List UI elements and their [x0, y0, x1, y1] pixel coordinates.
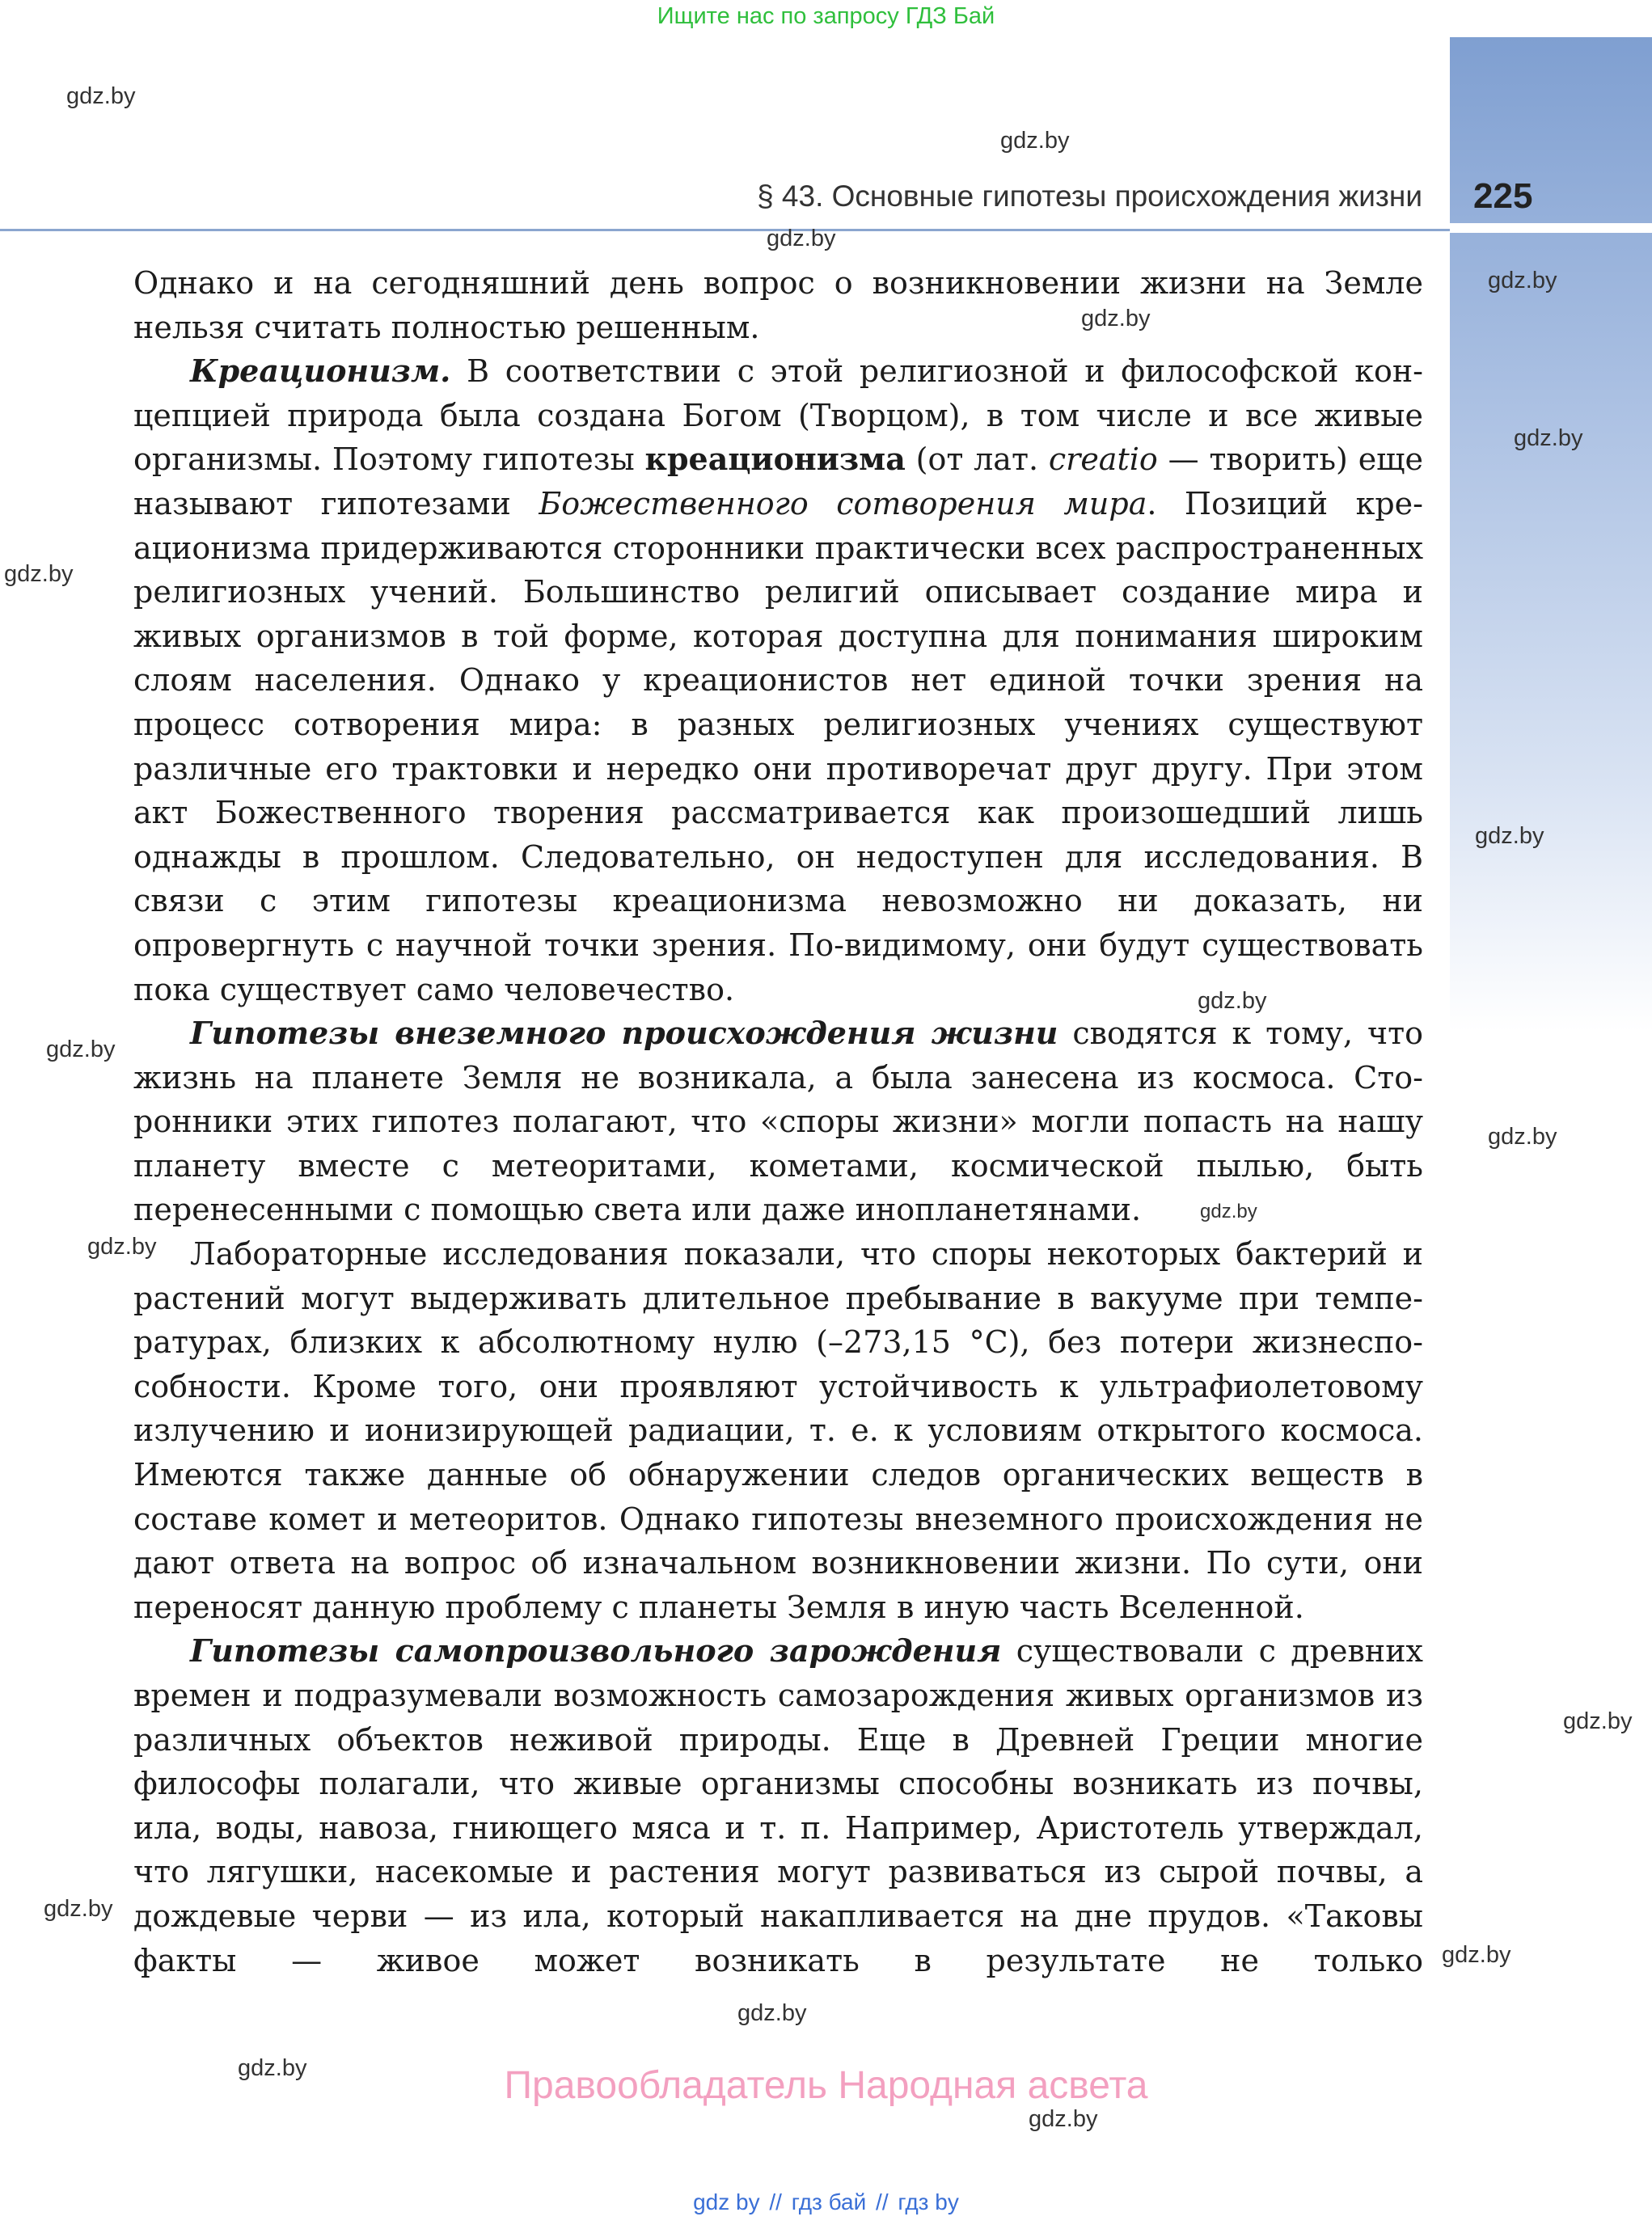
paragraph-1: Однако и на сегодняшний день вопрос о возникновении жизни на Земле нельзя считать полностью решенным. — [133, 265, 1423, 345]
watermark: gdz.by — [1475, 823, 1544, 849]
term-spontaneous-generation: Гипотезы самопроизвольного зарождения — [190, 1632, 1002, 1670]
watermark: gdz.by — [1563, 1708, 1633, 1734]
paragraph-spontaneous-generation: Гипотезы самопроизвольного зарождения существовали с древних времен и подразумевали возможность самозарождения живых организмов из различных объектов неживой природы. Еще в Древней Греции многие философы полагали, что живые организмы способны возникать из почвы, ила, воды, навоза, гниющего мяса и т. п. Например, Аристотель утверждал, что лягушки, насекомые и растения могут развиваться из сырой почвы, а дождевые черви — из ила, который накапливается на дне прудов. «Таковы факты — живое может возникать в результате не только — [133, 1632, 1423, 1978]
watermark: gdz.by — [46, 1037, 116, 1062]
watermark: gdz.by — [1514, 425, 1583, 451]
watermark: gdz.by — [4, 561, 74, 587]
watermark: gdz.by — [87, 1234, 157, 1260]
watermark: gdz.by — [1488, 1124, 1557, 1150]
watermark: gdz.by — [1488, 268, 1557, 293]
footer-separator: // — [769, 2189, 782, 2214]
watermark: gdz.by — [1200, 1201, 1257, 1222]
term-creationism: Креационизм. — [190, 353, 451, 390]
watermark: gdz.by — [44, 1896, 113, 1922]
italic-phrase: Божественного сотворения мира — [539, 485, 1147, 521]
watermark: gdz.by — [1000, 128, 1070, 154]
watermark: gdz.by — [737, 2000, 807, 2026]
footer-link-gdz-by[interactable]: gdz by — [693, 2189, 760, 2214]
footer-link-gdz-by-ru[interactable]: гдз by — [898, 2189, 959, 2214]
footer-separator: // — [876, 2189, 889, 2214]
watermark: gdz.by — [1442, 1942, 1511, 1968]
watermark: gdz.by — [767, 226, 836, 251]
running-head: § 43. Основные гипотезы происхождения жизни — [757, 179, 1422, 213]
top-banner: Ищите нас по запросу ГДЗ Бай — [657, 3, 995, 29]
main-text — [133, 261, 1423, 1982]
watermark: gdz.by — [1029, 2106, 1098, 2132]
page-number: 225 — [1473, 176, 1533, 216]
footer-link-gdz-bai[interactable]: гдз бай — [791, 2189, 867, 2214]
watermark: gdz.by — [1198, 988, 1267, 1014]
header-rule — [0, 229, 1450, 231]
watermark: gdz.by — [238, 2055, 307, 2081]
keyword-creationism: креационизма — [644, 441, 906, 478]
footer-links — [0, 2189, 1652, 2215]
term-extraterrestrial: Гипотезы внеземного происхождения жизни — [190, 1015, 1058, 1052]
paragraph-creationism: Креационизм. В соответствии с этой религиозной и философской концепцией природа была создана Богом (Творцом), в том числе и все живые организмы. Поэтому гипотезы креационизма (от лат. creatio — творить) еще называют гипотезами Божественного сотворения мира. Позиций креационизма придерживаются сторонники практически всех распространенных религиозных учений. Большинство религий описывает создание мира и живых организмов в той форме, которая доступна для понимания широким слоям населения. Однако у креационистов нет единой точки зрения на процесс сотворения мира: в разных религиозных учениях существуют различные его трактовки и нередко они противоречат друг другу. При этом акт Божественного творения рассматривается как произошедший лишь однажды в прошлом. Следовательно, он недоступен для исследования. В связи с этим гипотезы креационизма невозможно ни доказать, ни опровергнуть с научной точки зрения. По-видимому, они будут существовать пока существует само человечество. — [133, 353, 1424, 1007]
watermark: gdz.by — [1081, 306, 1151, 331]
watermark: gdz.by — [66, 83, 136, 109]
rights-notice: Правообладатель Народная асвета — [504, 2064, 1148, 2107]
latin-word: creatio — [1048, 441, 1158, 478]
paragraph-extraterrestrial: Гипотезы внеземного происхождения жизни сводятся к тому, что жизнь на планете Земля не возникала, а была занесена из космоса. Сторонники этих гипотез полагают, что «споры жизни» могли попасть на нашу планету вместе с метеоритами, кометами, космической пылью, быть перенесенными с помощью света или даже инопланетянами. — [133, 1015, 1423, 1228]
page-edge-divider — [1450, 223, 1652, 233]
paragraph-lab-research: Лабораторные исследования показали, что споры некоторых бактерий и растений могут выдерживать длительное пребывание в вакууме при температурах, близких к абсолютному нулю (–273,15 °C), без потери жизнеспособности. Кроме того, они проявляют устойчивость к ультрафиолетовому излучению и ионизирующей радиации, т. е. к условиям открытого космоса. Имеются также данные об обнаружении следов органических веществ в составе комет и метеоритов. Однако гипотезы внеземного происхождения не дают ответа на вопрос об изначальном возникновении жизни. По сути, они переносят данную проблему с планеты Земля в иную часть Вселенной. — [133, 1236, 1423, 1625]
